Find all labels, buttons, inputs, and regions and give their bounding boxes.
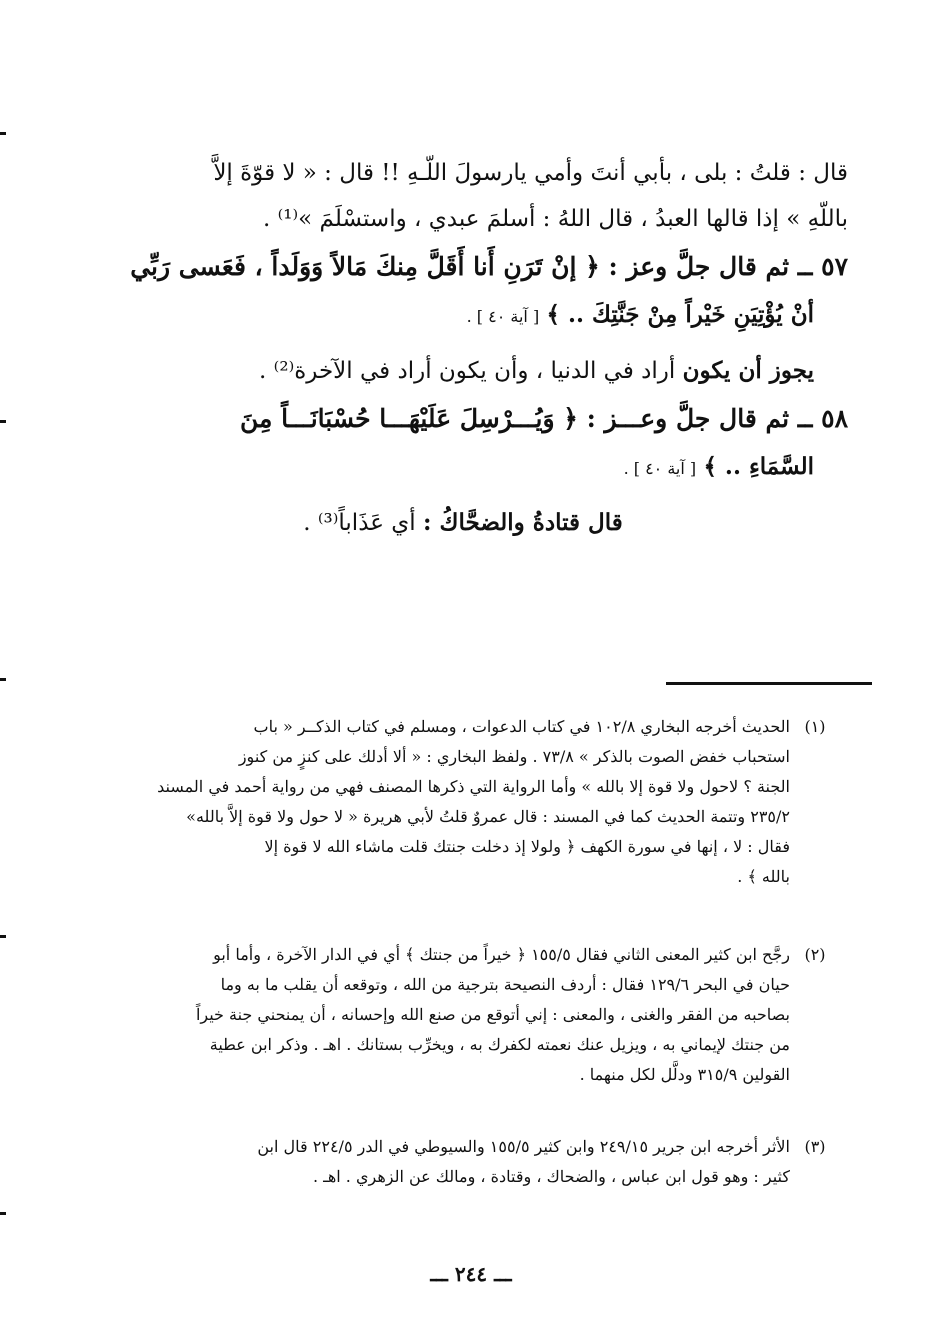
commentary-58: [78, 500, 848, 546]
footnote-number: (٢): [804, 945, 826, 964]
page-number: ـــ ٢٤٤ ـــ: [430, 1262, 512, 1286]
footnote-number: (١): [804, 717, 826, 736]
footnote-line: رجَّح ابن كثير المعنى الثاني فقال ١٥٥/٥ ﴿ خيراً من جنتك ﴾ أي في الدار الآخرة ، وأما أبو: [213, 945, 790, 964]
verse-58-reference: [ آية ٤٠ ] .: [623, 459, 697, 478]
scan-edge-mark: [0, 678, 6, 681]
verse-58-text: السَّمَاءِ .. ﴾: [703, 453, 814, 480]
verse-57-line: [78, 292, 848, 340]
footnote-2: [90, 940, 840, 1090]
footnote-line: القولين ٣١٥/٩ ودلَّل لكل منهما .: [579, 1065, 790, 1084]
verse-58-line: [78, 444, 848, 492]
commentary-lead: قال قتادةُ والضحَّاكُ :: [423, 509, 623, 536]
footnote-line: بصاحبه من الفقر والغنى ، والمعنى : إني أتوقع من صنع الله وإحسانه ، أن يمنحني جنة خيراً: [195, 1005, 790, 1024]
footnote-line: من جنتك لإيماني به ، ويزيل عنك نعمته لكفرك به ، ويخرِّب بستانك . اهـ . وذكر ابن عطية: [209, 1035, 790, 1054]
footnote-line: حيان في البحر ١٢٩/٦ فقال : أردف النصيحة بترجية من الله ، وتوقعه أن يقلب ما به وما: [220, 975, 790, 994]
paragraph-line: قال : قلتُ : بلى ، بأبي أنتَ وأمي يارسولَ اللّـهِ !! قال : « لا قوّةَ إلاَّ: [213, 160, 848, 186]
footnote-line: بالله ﴾ .: [737, 867, 790, 886]
scan-edge-mark: [0, 420, 6, 423]
commentary-text: أي عَذَاباً⁽³⁾ .: [303, 510, 416, 536]
main-text: [78, 150, 848, 546]
scan-edge-mark: [0, 132, 6, 135]
verse-57-line: ٥٧ ــ ثم قال جلَّ وعز : ﴿ إنْ تَرَنِ أَنا أَقَلَّ مِنكَ مَالاً وَوَلَداً ، فَعَسى رَبِّي: [130, 252, 848, 281]
footnote-line: كثير : وهو قول ابن عباس ، والضحاك ، وقتادة ، ومالك عن الزهري . اهـ .: [312, 1167, 790, 1186]
footnote-line: الجنة ؟ لاحول ولا قوة إلا بالله » وأما الرواية التي ذكرها المصنف فهي من رواية أحمد في المسند: [157, 777, 790, 796]
footnote-separator: [666, 682, 872, 685]
commentary-lead: يجوز أن يكون: [682, 357, 814, 384]
footnote-3: [90, 1132, 840, 1192]
footnote-number: (٣): [804, 1137, 826, 1156]
commentary-text: أراد في الدنيا ، وأن يكون أراد في الآخرة⁽²⁾ .: [259, 358, 676, 384]
footnote-line: ٢٣٥/٢ وتتمة الحديث كما في المسند : قال عمروٌ قلتُ لأبي هريرة « لا حول ولا قوة إلاَّ بالله»: [186, 807, 790, 826]
footnote-line: فقال : لا ، إنها في سورة الكهف ﴿ ولولا إذ دخلت جنتك قلت ماشاء الله لا قوة إلا: [264, 837, 790, 856]
scan-edge-mark: [0, 935, 6, 938]
footnote-line: استحباب خفض الصوت بالذكر » ٧٣/٨ . ولفظ البخاري : « ألا أدلك على كنزٍ من كنوز: [238, 747, 790, 766]
footnote-line: الأثر أخرجه ابن جرير ٢٤٩/١٥ وابن كثير ١٥٥/٥ والسيوطي في الدر ٢٢٤/٥ قال ابن: [257, 1137, 790, 1156]
verse-57-text: أنْ يُؤْتِيَنِ خَيْراً مِنْ جَنَّتِكَ .. ﴾: [546, 301, 814, 328]
footnote-1: [90, 712, 840, 892]
verse-57-reference: [ آية ٤٠ ] .: [466, 307, 540, 326]
paragraph-line: باللّهِ » إذا قالها العبدُ ، قال اللهُ : أسلمَ عبدي ، واستسْلَمَ »⁽¹⁾ .: [263, 206, 848, 232]
verse-58-line: ٥٨ ــ ثم قال جلَّ وعـــز : ﴿ وَيُـــرْسِلَ عَلَيْهَـــا حُسْبَانَـــاً مِنَ: [239, 404, 848, 433]
scan-edge-mark: [0, 1212, 6, 1215]
commentary-57: [78, 348, 848, 394]
footnote-line: الحديث أخرجه البخاري ١٠٢/٨ في كتاب الدعوات ، ومسلم في كتاب الذكــر « باب: [253, 717, 790, 736]
